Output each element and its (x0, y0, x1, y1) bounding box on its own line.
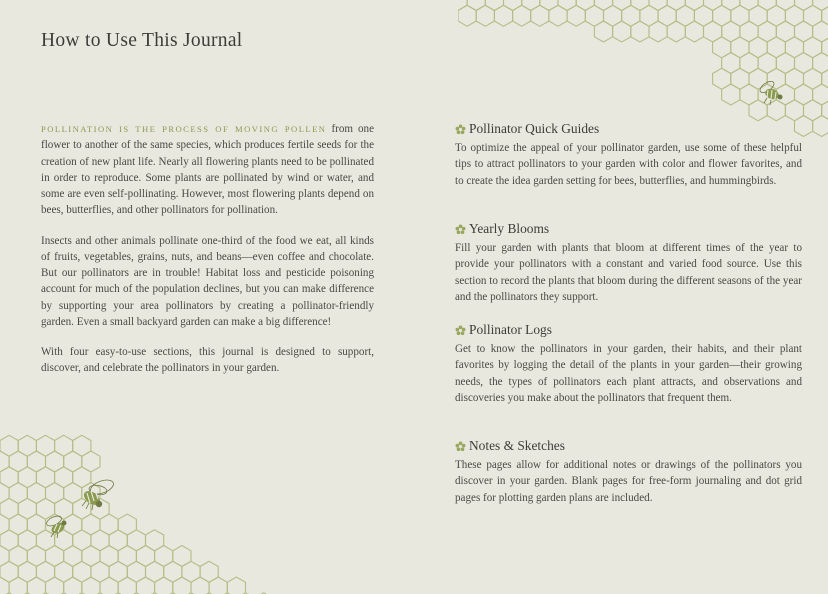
intro-lead-in: POLLINATION IS THE PROCESS OF MOVING POLLEN (41, 124, 327, 134)
honeycomb-cell (9, 577, 27, 594)
honeycomb-cell (540, 0, 558, 11)
honeycomb-cell (631, 21, 649, 42)
honeycomb-cell (813, 53, 828, 74)
section-heading: Pollinator Logs (455, 321, 802, 339)
honeycomb-cell (458, 5, 476, 26)
honeycomb-cell (64, 577, 82, 594)
honeycomb-cell (155, 577, 173, 594)
honeycomb-cell (27, 577, 45, 594)
honeycomb-cell (485, 0, 503, 11)
honeycomb-cell (82, 577, 100, 594)
honeycomb-cell (594, 0, 612, 11)
honeycomb-cell (704, 0, 722, 11)
section-heading: Notes & Sketches (455, 437, 802, 455)
section-description: These pages allow for additional notes or drawings of the pollinators you discover in your garden. Blank pages for free-form journaling and dot grid pages for plotting garden plans are included. (455, 459, 802, 504)
honeycomb-cell (191, 577, 209, 594)
honeycomb-cell (813, 116, 828, 137)
section-yearly-blooms (455, 220, 802, 305)
honeycomb-cell (458, 0, 467, 11)
honeycomb-cell (667, 21, 685, 42)
honeycomb-cell (513, 5, 531, 26)
flower-bullet-icon (455, 224, 466, 235)
bee-icon (78, 478, 120, 512)
honeycomb-cell (567, 5, 585, 26)
honeycomb-cell (685, 21, 703, 42)
flower-bullet-icon (455, 441, 466, 452)
section-quick-guides (455, 120, 802, 189)
honeycomb-pattern-top-right (458, 0, 828, 140)
honeycomb-cell (576, 0, 594, 11)
section-description: Fill your garden with plants that bloom at different times of the year to provide your pollinators with a constant and varied food source. Use this section to record the plants that bloom during the different seasons of the year and the pollinators they support. (455, 242, 802, 303)
honeycomb-cell (613, 21, 631, 42)
flower-bullet-icon (455, 124, 466, 135)
honeycomb-cell (631, 0, 649, 11)
bee-icon (42, 513, 72, 539)
honeycomb-pattern-bottom-left (0, 430, 380, 594)
honeycomb-cell (649, 0, 667, 11)
honeycomb-cell (46, 577, 64, 594)
honeycomb-cell (494, 5, 512, 26)
honeycomb-cell (813, 0, 828, 11)
section-heading: Yearly Blooms (455, 220, 802, 238)
honeycomb-cell (100, 577, 118, 594)
honeycomb-cell (558, 0, 576, 11)
honeycomb-cell (758, 0, 776, 11)
honeycomb-cell (722, 84, 740, 105)
honeycomb-cell (776, 0, 794, 11)
intro-text (41, 121, 374, 377)
page-title: How to Use This Journal (41, 30, 243, 51)
section-heading: Pollinator Quick Guides (455, 120, 802, 138)
honeycomb-cell (649, 21, 667, 42)
honeycomb-cell (476, 5, 494, 26)
section-pollinator-logs (455, 321, 802, 406)
section-description: To optimize the appeal of your pollinator garden, use some of these helpful tips to attract pollinators to your garden with color and flower favorites, and to create the idea garden setting for bees, butterflies, and hummingbirds. (455, 142, 802, 187)
intro-paragraph-1-text: from one flower to another of the same species, which produces fertile seeds for the creation of new plant life. Nearly all flowering plants need to be pollinated in order to reproduce. Some plants are pollinated by wind or water, and some are even self-pollinating. However, most flowering plants depend on bees, butterflies, and other pollinators for pollination. (41, 123, 374, 217)
honeycomb-cell (685, 0, 703, 11)
honeycomb-cell (813, 84, 828, 105)
honeycomb-cell (173, 577, 191, 594)
honeycomb-cell (118, 577, 136, 594)
honeycomb-cell (0, 577, 9, 594)
honeycomb-cell (549, 5, 567, 26)
intro-paragraph-1 (41, 121, 374, 219)
honeycomb-cell (613, 0, 631, 11)
honeycomb-cell (504, 0, 522, 11)
honeycomb-cell (722, 0, 740, 11)
bee-icon (756, 78, 786, 106)
section-description: Get to know the pollinators in your garden, their habits, and their plant favorites by logging the detail of the plants in your garden—their growing needs, the types of pollinators each plant attracts, and observations and discoveries you make about the pollinators that frequent them. (455, 343, 802, 404)
section-notes-sketches (455, 437, 802, 506)
honeycomb-cell (467, 0, 485, 11)
honeycomb-cell (594, 21, 612, 42)
intro-paragraph-2: Insects and other animals pollinate one-third of the food we eat, all kinds of fruits, vegetables, grains, nuts, and beans—even coffee and chocolate. But our pollinators are in trouble! Habitat loss and pesticide poisoning account for much of the population declines, but you can make difference by supporting your area pollinators by creating a pollinator-friendly garden. Even a small backyard garden can make a big difference! (41, 234, 374, 328)
right-page (414, 0, 828, 594)
honeycomb-cell (522, 0, 540, 11)
honeycomb-cell (795, 0, 813, 11)
honeycomb-cell (209, 577, 227, 594)
honeycomb-cell (531, 5, 549, 26)
honeycomb-cell (813, 21, 828, 42)
flower-bullet-icon (455, 325, 466, 336)
honeycomb-cell (136, 577, 154, 594)
honeycomb-cell (667, 0, 685, 11)
intro-paragraph-3: With four easy-to-use sections, this journal is designed to support, discover, and celebrate the pollinators in your garden. (41, 346, 374, 375)
honeycomb-cell (227, 577, 245, 594)
honeycomb-cell (740, 0, 758, 11)
